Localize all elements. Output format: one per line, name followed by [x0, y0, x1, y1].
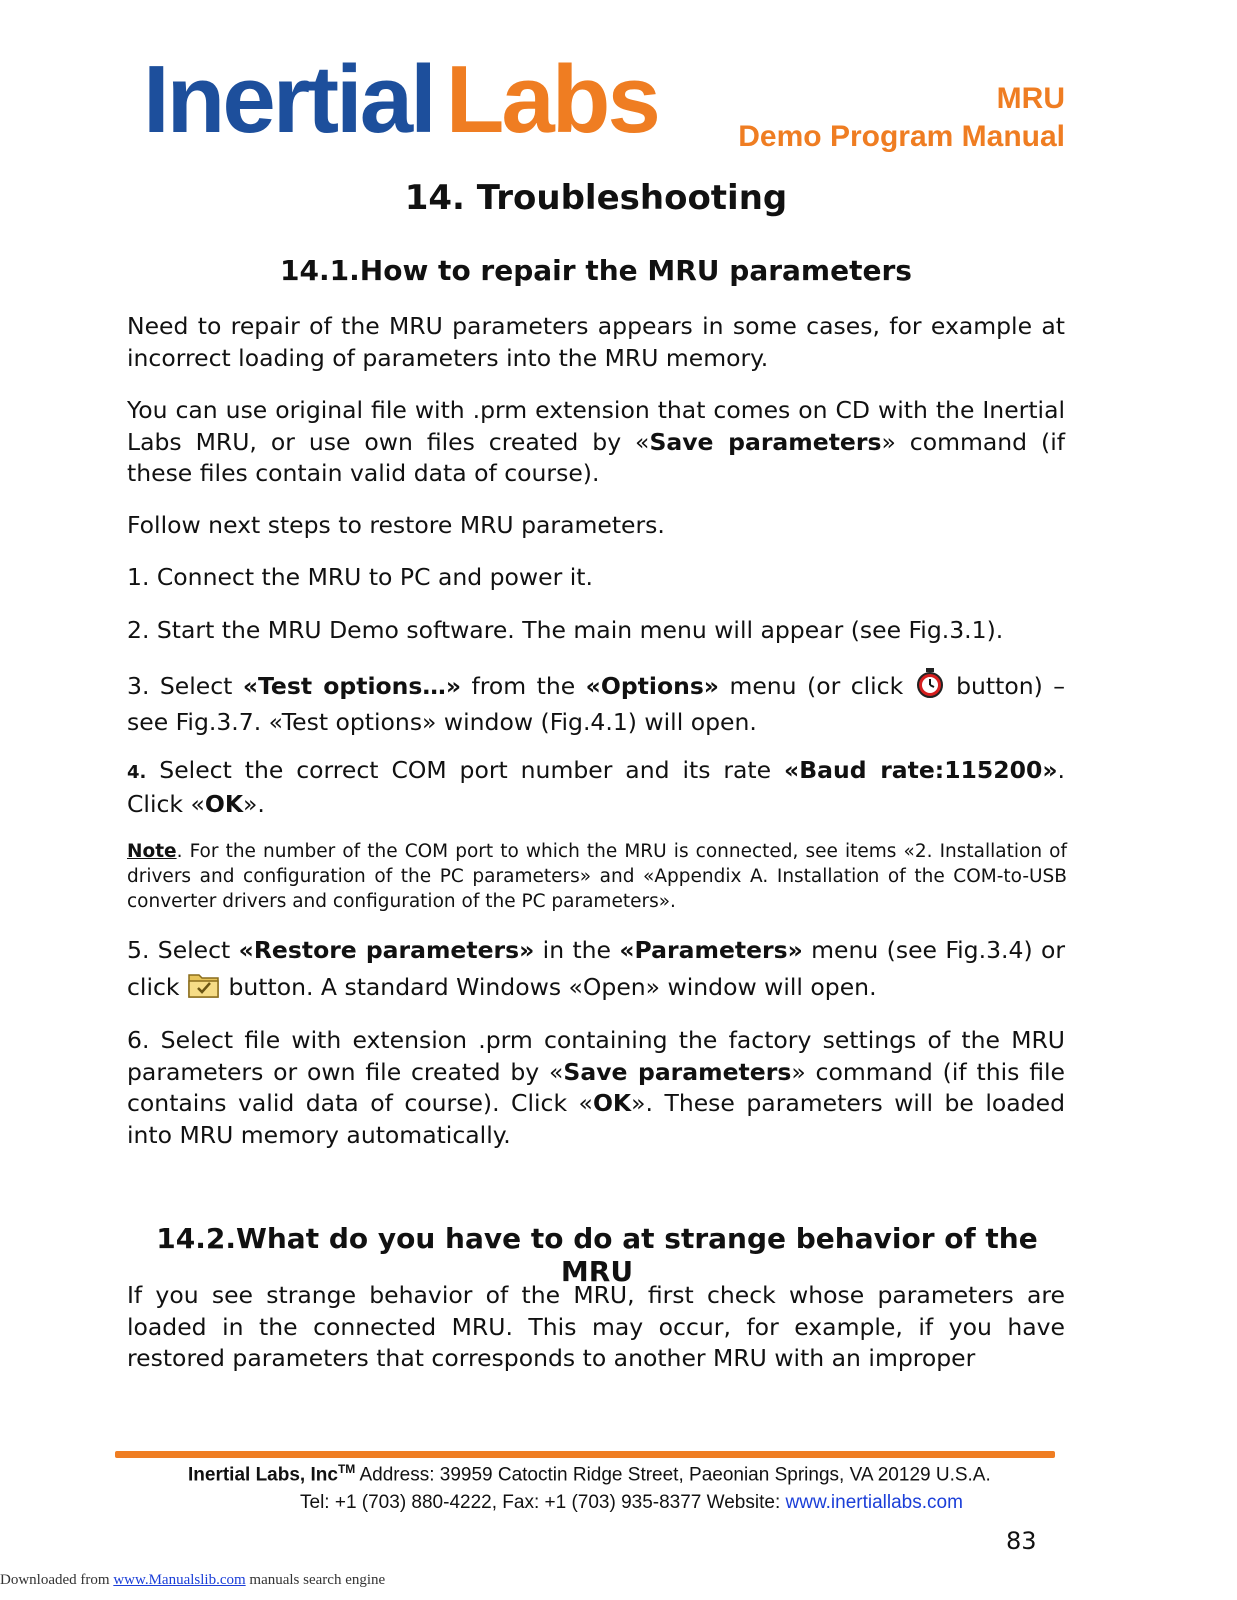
- paragraph-follow-steps: Follow next steps to restore MRU parameters.: [127, 511, 665, 539]
- paragraph-prm-files: You can use original file with .prm extension that comes on CD with the Inertial Labs MRU, or use own files created by «Save parameters» command (if these files contain valid data of course).: [127, 396, 1066, 487]
- step-6: 6. Select file with extension .prm containing the factory settings of the MRU parameters or own file created by «Save parameters» command (if this file contains valid data of course). Click «OK». These parameters will be loaded into MRU memory automatically.: [127, 1026, 1065, 1149]
- ok-term-2: OK: [592, 1089, 632, 1117]
- step-1: 1. Connect the MRU to PC and power it.: [127, 563, 593, 591]
- save-parameters-term: Save parameters: [649, 427, 882, 456]
- restore-parameters-term: «Restore parameters»: [238, 936, 535, 964]
- stopwatch-icon: [914, 668, 946, 707]
- section-title: 14. Troubleshooting: [404, 178, 788, 218]
- logo-labs: Labs: [445, 46, 658, 153]
- footer-divider: [115, 1451, 1055, 1458]
- step-2: 2. Start the MRU Demo software. The main menu will appear (see Fig.3.1).: [127, 616, 1004, 644]
- step-5: 5. Select «Restore parameters» in the «Parameters» menu (see Fig.3.4) or click button. A standard Windows «Open» window will open.: [127, 932, 1065, 1010]
- page-number: 83: [1006, 1527, 1037, 1555]
- test-options-term: «Test options…»: [242, 672, 462, 700]
- manualslib-link[interactable]: www.Manualslib.com: [113, 1572, 246, 1588]
- logo-inertial: Inertial: [143, 46, 434, 153]
- ok-term: OK: [204, 789, 244, 818]
- open-folder-icon: [187, 969, 221, 1010]
- subsection-title-14-1: 14.1.How to repair the MRU parameters: [280, 254, 912, 287]
- note-label: Note: [127, 841, 177, 862]
- step-4: 4. Select the correct COM port number and its rate «Baud rate:115200». Click «OK».: [127, 756, 1065, 818]
- paragraph-intro: Need to repair of the MRU parameters appears in some cases, for example at incorrect loading of parameters into the MRU memory.: [127, 312, 1065, 372]
- footer-address: Inertial Labs, Inc™ Address: 39959 Catoctin Ridge Street, Paeonian Springs, VA 20129 U.S.A.: [188, 1462, 991, 1486]
- inertial-labs-logo: [143, 46, 658, 153]
- header-manual-title: Demo Program Manual: [738, 120, 1065, 153]
- save-parameters-term-2: Save parameters: [563, 1057, 792, 1086]
- parameters-menu-term: «Parameters»: [619, 936, 803, 964]
- document-header: [738, 80, 1065, 156]
- subsection-title-14-2: 14.2.What do you have to do at strange behavior of the MRU: [156, 1222, 1038, 1288]
- paragraph-strange-behavior: If you see strange behavior of the MRU, first check whose parameters are loaded in the connected MRU. This may occur, for example, if you have restored parameters that corresponds to another MRU with an improper: [127, 1281, 1065, 1372]
- download-notice: Downloaded from www.Manualslib.com manuals search engine: [0, 1572, 386, 1588]
- website-link[interactable]: www.inertiallabs.com: [785, 1492, 963, 1513]
- baud-rate-term: «Baud rate:115200»: [784, 756, 1058, 784]
- footer-contact: Tel: +1 (703) 880-4222, Fax: +1 (703) 935-8377 Website: www.inertiallabs.com: [300, 1492, 963, 1513]
- options-menu-term: «Options»: [585, 672, 719, 700]
- header-product: MRU: [996, 82, 1065, 115]
- step-3: 3. Select «Test options…» from the «Options» menu (or click button) – see Fig.3.7. «Test options» window (Fig.4.1) will open.: [127, 668, 1065, 738]
- note: Note. For the number of the COM port to which the MRU is connected, see items «2. Installation of drivers and configuration of the PC parameters» and «Appendix A. Installation of the COM-to-USB converter drivers and configuration of the PC parameters».: [127, 841, 1067, 912]
